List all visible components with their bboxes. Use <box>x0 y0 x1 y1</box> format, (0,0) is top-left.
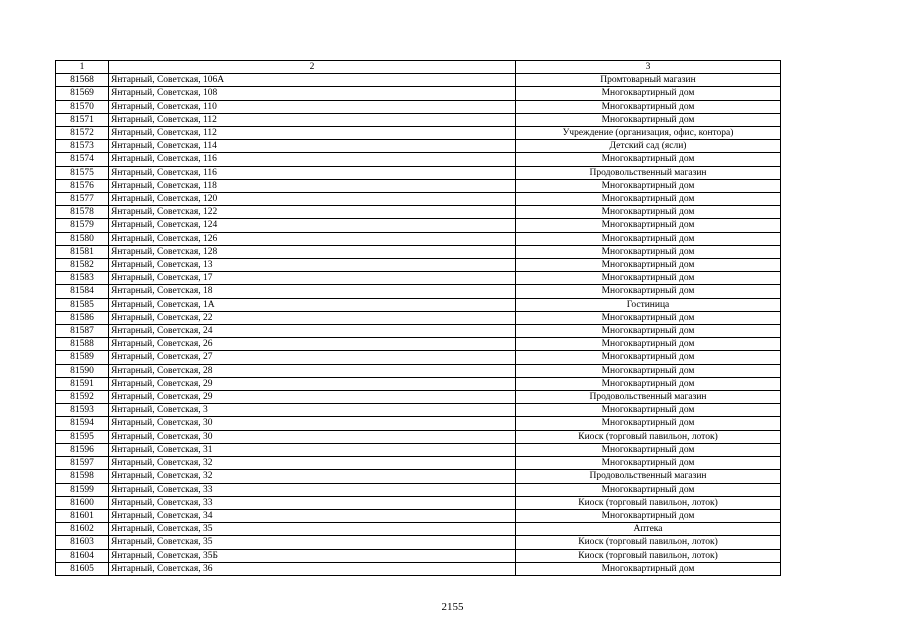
building-type-cell: Гостиница <box>516 298 781 311</box>
address-cell: Янтарный, Советская, 35Б <box>109 549 516 562</box>
table-row <box>56 272 781 285</box>
address-cell: Янтарный, Советская, 31 <box>109 443 516 456</box>
table-row <box>56 523 781 536</box>
record-id-cell: 81593 <box>56 404 109 417</box>
building-type-cell: Многоквартирный дом <box>516 351 781 364</box>
address-cell: Янтарный, Советская, 26 <box>109 338 516 351</box>
table-row <box>56 457 781 470</box>
record-id-cell: 81570 <box>56 100 109 113</box>
address-cell: Янтарный, Советская, 18 <box>109 285 516 298</box>
record-id-cell: 81599 <box>56 483 109 496</box>
building-type-cell: Многоквартирный дом <box>516 364 781 377</box>
building-type-cell: Многоквартирный дом <box>516 100 781 113</box>
record-id-cell: 81580 <box>56 232 109 245</box>
address-cell: Янтарный, Советская, 124 <box>109 219 516 232</box>
building-type-cell: Многоквартирный дом <box>516 457 781 470</box>
table-row <box>56 430 781 443</box>
building-type-cell: Многоквартирный дом <box>516 259 781 272</box>
address-cell: Янтарный, Советская, 106А <box>109 74 516 87</box>
record-id-cell: 81574 <box>56 153 109 166</box>
column-header-1: 1 <box>56 61 109 74</box>
building-type-cell: Многоквартирный дом <box>516 193 781 206</box>
address-cell: Янтарный, Советская, 110 <box>109 100 516 113</box>
address-cell: Янтарный, Советская, 112 <box>109 113 516 126</box>
address-cell: Янтарный, Советская, 1А <box>109 298 516 311</box>
record-id-cell: 81581 <box>56 245 109 258</box>
address-cell: Янтарный, Советская, 118 <box>109 179 516 192</box>
table-row <box>56 351 781 364</box>
record-id-cell: 81579 <box>56 219 109 232</box>
table-row <box>56 549 781 562</box>
record-id-cell: 81590 <box>56 364 109 377</box>
building-type-cell: Киоск (торговый павильон, лоток) <box>516 549 781 562</box>
building-type-cell: Многоквартирный дом <box>516 285 781 298</box>
table-row <box>56 100 781 113</box>
table-row <box>56 536 781 549</box>
address-cell: Янтарный, Советская, 33 <box>109 496 516 509</box>
record-id-cell: 81578 <box>56 206 109 219</box>
address-cell: Янтарный, Советская, 28 <box>109 364 516 377</box>
table-row <box>56 311 781 324</box>
address-cell: Янтарный, Советская, 27 <box>109 351 516 364</box>
record-id-cell: 81605 <box>56 562 109 575</box>
record-id-cell: 81596 <box>56 443 109 456</box>
table-row <box>56 298 781 311</box>
record-id-cell: 81572 <box>56 127 109 140</box>
table-row <box>56 232 781 245</box>
table-row <box>56 285 781 298</box>
building-type-cell: Киоск (торговый павильон, лоток) <box>516 430 781 443</box>
register-table-body <box>56 61 781 576</box>
table-header-row <box>56 61 781 74</box>
building-type-cell: Многоквартирный дом <box>516 87 781 100</box>
table-row <box>56 259 781 272</box>
building-type-cell: Многоквартирный дом <box>516 377 781 390</box>
building-type-cell: Аптека <box>516 523 781 536</box>
address-cell: Янтарный, Советская, 30 <box>109 417 516 430</box>
building-type-cell: Многоквартирный дом <box>516 311 781 324</box>
record-id-cell: 81595 <box>56 430 109 443</box>
building-type-cell: Многоквартирный дом <box>516 417 781 430</box>
address-cell: Янтарный, Советская, 24 <box>109 325 516 338</box>
building-type-cell: Детский сад (ясли) <box>516 140 781 153</box>
address-cell: Янтарный, Советская, 32 <box>109 470 516 483</box>
building-type-cell: Многоквартирный дом <box>516 272 781 285</box>
building-type-cell: Продовольственный магазин <box>516 391 781 404</box>
table-row <box>56 496 781 509</box>
table-row <box>56 417 781 430</box>
address-cell: Янтарный, Советская, 35 <box>109 523 516 536</box>
record-id-cell: 81602 <box>56 523 109 536</box>
table-row <box>56 113 781 126</box>
address-cell: Янтарный, Советская, 122 <box>109 206 516 219</box>
table-row <box>56 364 781 377</box>
building-type-cell: Многоквартирный дом <box>516 338 781 351</box>
building-type-cell: Многоквартирный дом <box>516 179 781 192</box>
building-type-cell: Многоквартирный дом <box>516 232 781 245</box>
address-cell: Янтарный, Советская, 22 <box>109 311 516 324</box>
address-cell: Янтарный, Советская, 126 <box>109 232 516 245</box>
building-type-cell: Многоквартирный дом <box>516 483 781 496</box>
record-id-cell: 81582 <box>56 259 109 272</box>
table-row <box>56 325 781 338</box>
table-row <box>56 179 781 192</box>
address-cell: Янтарный, Советская, 33 <box>109 483 516 496</box>
building-type-cell: Продовольственный магазин <box>516 166 781 179</box>
table-row <box>56 338 781 351</box>
building-type-cell: Многоквартирный дом <box>516 443 781 456</box>
column-header-3: 3 <box>516 61 781 74</box>
record-id-cell: 81575 <box>56 166 109 179</box>
address-cell: Янтарный, Советская, 13 <box>109 259 516 272</box>
record-id-cell: 81571 <box>56 113 109 126</box>
address-cell: Янтарный, Советская, 116 <box>109 153 516 166</box>
table-row <box>56 245 781 258</box>
table-row <box>56 377 781 390</box>
record-id-cell: 81585 <box>56 298 109 311</box>
column-header-2: 2 <box>109 61 516 74</box>
building-type-cell: Многоквартирный дом <box>516 404 781 417</box>
building-type-cell: Многоквартирный дом <box>516 206 781 219</box>
record-id-cell: 81600 <box>56 496 109 509</box>
record-id-cell: 81601 <box>56 509 109 522</box>
record-id-cell: 81569 <box>56 87 109 100</box>
table-row <box>56 206 781 219</box>
table-row <box>56 127 781 140</box>
building-type-cell: Многоквартирный дом <box>516 325 781 338</box>
building-type-cell: Многоквартирный дом <box>516 245 781 258</box>
record-id-cell: 81597 <box>56 457 109 470</box>
building-type-cell: Многоквартирный дом <box>516 153 781 166</box>
address-cell: Янтарный, Советская, 120 <box>109 193 516 206</box>
record-id-cell: 81568 <box>56 74 109 87</box>
address-cell: Янтарный, Советская, 114 <box>109 140 516 153</box>
table-row <box>56 483 781 496</box>
table-row <box>56 509 781 522</box>
record-id-cell: 81588 <box>56 338 109 351</box>
table-row <box>56 140 781 153</box>
table-row <box>56 404 781 417</box>
record-id-cell: 81586 <box>56 311 109 324</box>
table-row <box>56 562 781 575</box>
record-id-cell: 81583 <box>56 272 109 285</box>
table-row <box>56 443 781 456</box>
address-cell: Янтарный, Советская, 29 <box>109 377 516 390</box>
address-cell: Янтарный, Советская, 36 <box>109 562 516 575</box>
address-cell: Янтарный, Советская, 116 <box>109 166 516 179</box>
building-type-cell: Киоск (торговый павильон, лоток) <box>516 536 781 549</box>
building-type-cell: Многоквартирный дом <box>516 562 781 575</box>
table-row <box>56 153 781 166</box>
record-id-cell: 81598 <box>56 470 109 483</box>
table-row <box>56 470 781 483</box>
building-type-cell: Продовольственный магазин <box>516 470 781 483</box>
record-id-cell: 81592 <box>56 391 109 404</box>
record-id-cell: 81591 <box>56 377 109 390</box>
table-row <box>56 391 781 404</box>
record-id-cell: 81577 <box>56 193 109 206</box>
register-table <box>55 60 781 576</box>
address-cell: Янтарный, Советская, 32 <box>109 457 516 470</box>
page-number: 2155 <box>441 601 464 613</box>
building-type-cell: Учреждение (организация, офис, контора) <box>516 127 781 140</box>
address-cell: Янтарный, Советская, 35 <box>109 536 516 549</box>
table-row <box>56 219 781 232</box>
address-cell: Янтарный, Советская, 112 <box>109 127 516 140</box>
address-cell: Янтарный, Советская, 34 <box>109 509 516 522</box>
table-row <box>56 166 781 179</box>
record-id-cell: 81587 <box>56 325 109 338</box>
table-row <box>56 193 781 206</box>
building-type-cell: Многоквартирный дом <box>516 509 781 522</box>
building-type-cell: Киоск (торговый павильон, лоток) <box>516 496 781 509</box>
address-cell: Янтарный, Советская, 17 <box>109 272 516 285</box>
table-row <box>56 74 781 87</box>
record-id-cell: 81584 <box>56 285 109 298</box>
record-id-cell: 81604 <box>56 549 109 562</box>
record-id-cell: 81573 <box>56 140 109 153</box>
record-id-cell: 81603 <box>56 536 109 549</box>
record-id-cell: 81576 <box>56 179 109 192</box>
table-row <box>56 87 781 100</box>
address-cell: Янтарный, Советская, 30 <box>109 430 516 443</box>
address-cell: Янтарный, Советская, 128 <box>109 245 516 258</box>
building-type-cell: Многоквартирный дом <box>516 113 781 126</box>
record-id-cell: 81594 <box>56 417 109 430</box>
building-type-cell: Многоквартирный дом <box>516 219 781 232</box>
building-type-cell: Промтоварный магазин <box>516 74 781 87</box>
address-cell: Янтарный, Советская, 108 <box>109 87 516 100</box>
address-cell: Янтарный, Советская, 3 <box>109 404 516 417</box>
address-cell: Янтарный, Советская, 29 <box>109 391 516 404</box>
record-id-cell: 81589 <box>56 351 109 364</box>
